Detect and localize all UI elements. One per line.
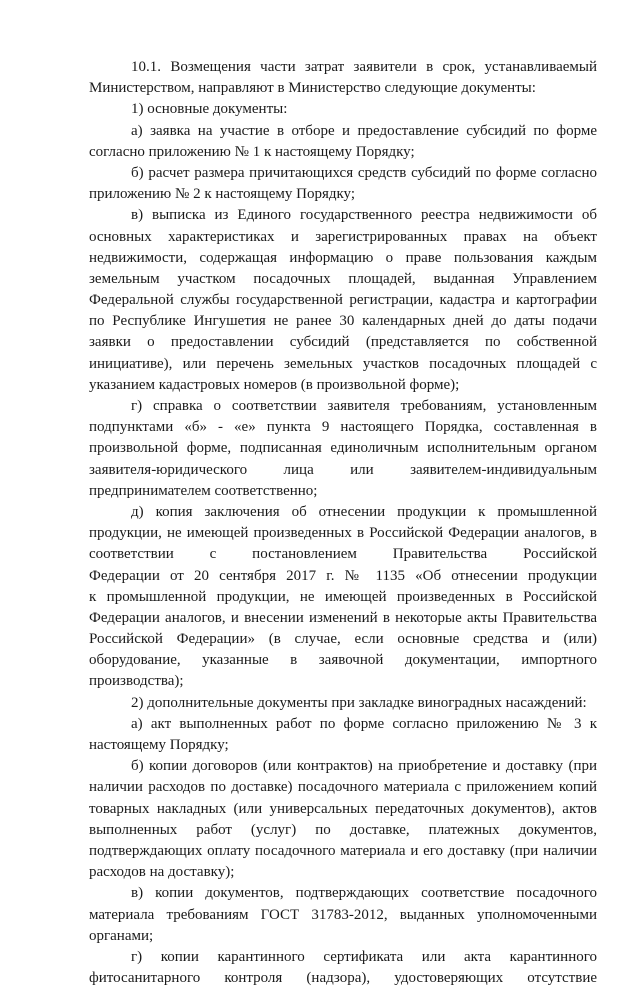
text-line: соответствии с постановлением Правительства Российской bbox=[89, 546, 597, 563]
text-line: а) акт выполненных работ по форме согласно приложению № 3 к bbox=[131, 715, 597, 732]
text-line: оборудование, указанные в заявочной документации, импортного bbox=[89, 652, 597, 669]
text-line: наличии расходов по доставке) посадочного материала с приложением копий bbox=[89, 779, 597, 796]
text-line: расходов на доставку); bbox=[89, 864, 235, 881]
text-line: произвольной форме, подписанная единоличным исполнительным органом bbox=[89, 440, 597, 457]
text-line: заявки о предоставлении субсидий (представляется по собственной bbox=[89, 334, 597, 351]
text-line: основных характеристиках и зарегистрированных правах на объект bbox=[89, 228, 597, 245]
text-line: выполненных работ (услуг) по доставке, платежных документов, bbox=[89, 821, 597, 838]
text-line: подпунктами «б» - «е» пункта 9 настоящего Порядка, составленная в bbox=[89, 419, 597, 436]
text-line: г) справка о соответствии заявителя требованиям, установленным bbox=[131, 398, 597, 414]
text-line: д) копия заключения об отнесении продукции к промышленной bbox=[131, 503, 597, 520]
text-line: г) копии карантинного сертификата или акта карантинного bbox=[131, 948, 597, 965]
text-line: 1) основные документы: bbox=[131, 101, 288, 118]
text-line: приложению № 2 к настоящему Порядку; bbox=[89, 186, 356, 203]
text-line: материала требованиям ГОСТ 31783-2012, выданных уполномоченными bbox=[89, 906, 597, 923]
text-line: Федерации от 20 сентября 2017 г. № 1135 «Об отнесении продукции bbox=[89, 567, 597, 584]
text-line: подтверждающих оплату посадочного материала и его доставку (при наличии bbox=[89, 842, 597, 859]
text-line: по Республике Ингушетия не ранее 30 календарных дней до даты подачи bbox=[89, 313, 597, 330]
text-line: Министерством, направляют в Министерство следующие документы: bbox=[89, 80, 536, 97]
text-line: товарных накладных (или универсальных передаточных документов), актов bbox=[89, 800, 597, 817]
text-line: Федеральной службы государственной регистрации, кадастра и картографии bbox=[89, 292, 597, 309]
text-line: в) выписка из Единого государственного реестра недвижимости об bbox=[131, 207, 597, 224]
text-line: 2) дополнительные документы при закладке виноградных насаждений: bbox=[131, 694, 587, 711]
text-line: б) копии договоров (или контрактов) на приобретение и доставку (при bbox=[131, 758, 597, 775]
text-line: указанием кадастровых номеров (в произвольной форме); bbox=[89, 376, 460, 393]
text-line: земельным участком посадочных площадей, выданная Управлением bbox=[89, 270, 597, 287]
text-line: производства); bbox=[89, 673, 184, 690]
text-line: Федерации аналогов, и внесении изменений в некоторые акты Правительства bbox=[89, 609, 597, 626]
text-line: фитосанитарного контроля (надзора), удостоверяющих отсутствие bbox=[89, 970, 597, 987]
text-line: в) копии документов, подтверждающих соответствие посадочного bbox=[131, 885, 597, 902]
text-line: органами; bbox=[89, 927, 154, 944]
text-line: заявителя-юридического лица или заявителем-индивидуальным bbox=[89, 461, 597, 478]
text-line: Российской Федерации» (в случае, если основные средства и (или) bbox=[89, 631, 597, 648]
text-line: согласно приложению № 1 к настоящему Порядку; bbox=[89, 143, 415, 160]
text-line: инициативе), или перечень земельных участков посадочных площадей с bbox=[89, 355, 597, 372]
text-line: настоящему Порядку; bbox=[89, 737, 229, 753]
text-line: продукции, не имеющей произведенных в Российской Федерации аналогов, в bbox=[89, 525, 597, 542]
text-line: предпринимателем соответственно; bbox=[89, 482, 318, 499]
text-line: к промышленной продукции, не имеющей произведенных в Российской bbox=[89, 588, 597, 605]
text-line: недвижимости, содержащая информацию о праве пользования каждым bbox=[89, 249, 597, 266]
text-line: 10.1. Возмещения части затрат заявители в срок, устанавливаемый bbox=[131, 59, 597, 75]
document-body bbox=[89, 57, 597, 989]
text-line: а) заявка на участие в отборе и предоставление субсидий по форме bbox=[131, 122, 597, 139]
text-line: б) расчет размера причитающихся средств субсидий по форме согласно bbox=[131, 164, 597, 181]
